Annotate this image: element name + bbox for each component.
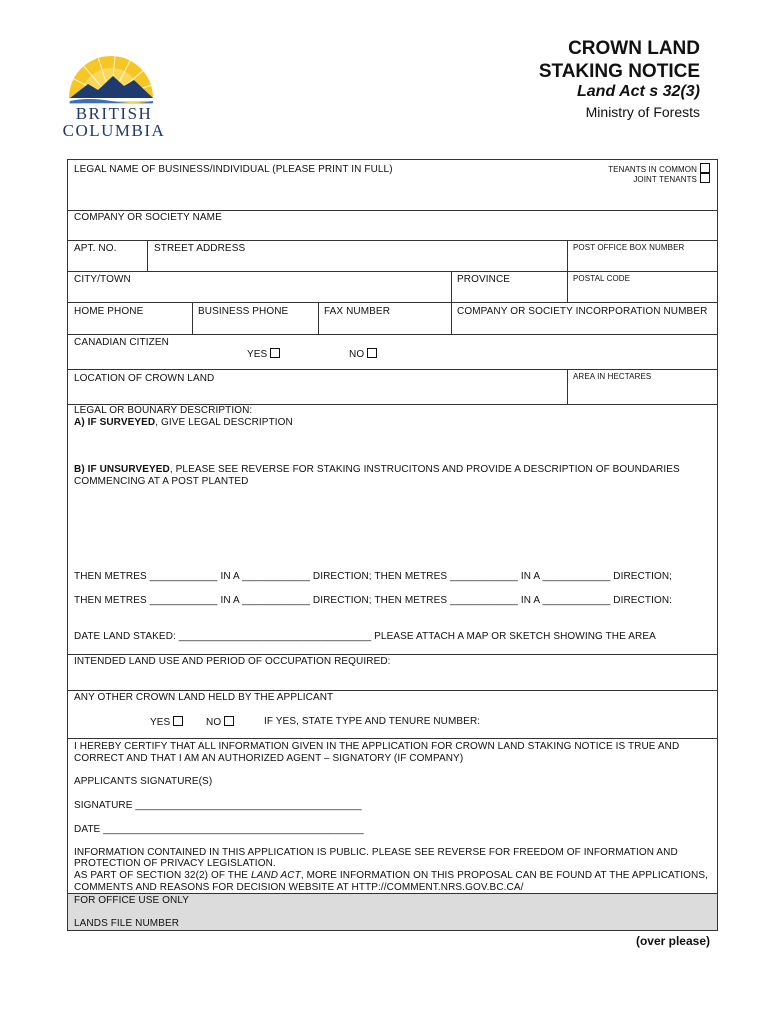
logo-text-british: BRITISH — [75, 104, 153, 123]
unsurveyed-instruction — [74, 464, 680, 476]
applicants-signatures-label: APPLICANTS SIGNATURE(S) — [74, 776, 213, 787]
form-title-line1: CROWN LAND — [568, 38, 700, 59]
surveyed-instruction — [74, 417, 293, 429]
metres-line-2: THEN METRES ____________ IN A ____________ DIRECTION; THEN METRES ____________ IN A ____________ DIRECTION: — [74, 595, 673, 606]
lands-file-number-label: LANDS FILE NUMBER — [74, 918, 180, 929]
certify-line-2: CORRECT AND THAT I AM AN AUTHORIZED AGENT – SIGNATORY (IF COMPANY) — [74, 753, 464, 764]
date-land-staked: DATE LAND STAKED: __________________________________ PLEASE ATTACH A MAP OR SKETCH SHOWING THE AREA — [74, 631, 656, 642]
street-address-label: STREET ADDRESS — [154, 243, 246, 254]
signature-line[interactable]: SIGNATURE ________________________________________ — [74, 800, 362, 811]
area-hectares-label: AREA IN HECTARES — [573, 372, 652, 381]
citizen-no-checkbox[interactable] — [367, 348, 377, 358]
intended-use-label: INTENDED LAND USE AND PERIOD OF OCCUPATION REQUIRED: — [74, 656, 391, 667]
act-reference: Land Act s 32(3) — [577, 83, 700, 100]
po-box-label: POST OFFICE BOX NUMBER — [573, 243, 685, 252]
city-town-label: CITY/TOWN — [74, 274, 131, 285]
tenants-in-common-checkbox[interactable] — [700, 163, 710, 173]
apt-no-label: APT. NO. — [74, 243, 117, 254]
home-phone-label: HOME PHONE — [74, 306, 144, 317]
joint-tenants-label: JOINT TENANTS — [633, 175, 697, 184]
form-title-line2: STAKING NOTICE — [538, 61, 700, 82]
incorporation-number-label: COMPANY OR SOCIETY INCORPORATION NUMBER — [457, 306, 708, 317]
business-phone-label: BUSINESS PHONE — [198, 306, 289, 317]
info-line-4: COMMENTS AND REASONS FOR DECISION WEBSITE AT HTTP://COMMENT.NRS.GOV.BC.CA/ — [74, 882, 524, 893]
info-line-2: PROTECTION OF PRIVACY LEGISLATION. — [74, 858, 276, 869]
unsurveyed-rest: , PLEASE SEE REVERSE FOR STAKING INSTRUCITONS AND PROVIDE A DESCRIPTION OF BOUNDARIES — [169, 464, 680, 475]
postal-code-label: POSTAL CODE — [573, 274, 631, 283]
land-act-italic: LAND ACT — [250, 870, 301, 881]
other-land-no-option[interactable] — [206, 716, 234, 729]
surveyed-rest: , GIVE LEGAL DESCRIPTION — [155, 417, 293, 428]
legal-name-label: LEGAL NAME OF BUSINESS/INDIVIDUAL (PLEASE PRINT IN FULL) — [74, 164, 393, 175]
info-line-3b: , MORE INFORMATION ON THIS PROPOSAL CAN BE FOUND AT THE APPLICATIONS, — [300, 870, 708, 881]
company-name-label: COMPANY OR SOCIETY NAME — [74, 212, 222, 223]
citizen-yes-checkbox[interactable] — [270, 348, 280, 358]
other-land-yes-label: YES — [150, 717, 171, 728]
info-line-3a: AS PART OF SECTION 32(2) OF THE — [74, 870, 251, 881]
joint-tenants-checkbox[interactable] — [700, 173, 710, 183]
other-land-yes-checkbox[interactable] — [173, 716, 183, 726]
fax-number-label: FAX NUMBER — [324, 306, 391, 317]
other-crown-land-label: ANY OTHER CROWN LAND HELD BY THE APPLICANT — [74, 692, 334, 703]
unsurveyed-line2: COMMENCING AT A POST PLANTED — [74, 476, 249, 487]
other-land-no-checkbox[interactable] — [224, 716, 234, 726]
ministry-name: Ministry of Forests — [585, 104, 700, 120]
citizen-no-option[interactable] — [349, 348, 377, 361]
citizen-no-label: NO — [349, 349, 365, 360]
unsurveyed-bold: B) IF UNSURVEYED — [74, 464, 170, 475]
bc-logo — [58, 48, 170, 144]
office-use-label: FOR OFFICE USE ONLY — [74, 895, 190, 906]
other-land-no-label: NO — [206, 717, 222, 728]
info-line-1: INFORMATION CONTAINED IN THIS APPLICATION IS PUBLIC. PLEASE SEE REVERSE FOR FREEDOM OF INFORMATION AND — [74, 847, 678, 858]
other-land-yes-option[interactable] — [150, 716, 183, 729]
citizen-yes-label: YES — [247, 349, 268, 360]
province-label: PROVINCE — [457, 274, 511, 285]
location-label: LOCATION OF CROWN LAND — [74, 373, 215, 384]
logo-text-columbia: COLUMBIA — [62, 121, 166, 140]
info-line-3 — [74, 870, 708, 882]
surveyed-bold: A) IF SURVEYED — [74, 417, 156, 428]
tenants-in-common-label: TENANTS IN COMMON — [608, 165, 697, 174]
over-please-note: (over please) — [635, 934, 710, 948]
citizen-yes-option[interactable] — [247, 348, 280, 361]
date-line[interactable]: DATE ______________________________________________ — [74, 824, 364, 835]
metres-line-1: THEN METRES ____________ IN A ____________ DIRECTION; THEN METRES ____________ IN A ____________ DIRECTION; — [74, 571, 673, 582]
joint-tenants-option[interactable] — [633, 173, 710, 184]
certify-line-1: I HEREBY CERTIFY THAT ALL INFORMATION GIVEN IN THE APPLICATION FOR CROWN LAND STAKING NOTICE IS TRUE AND — [74, 741, 680, 752]
canadian-citizen-label: CANADIAN CITIZEN — [74, 337, 169, 348]
legal-description-heading: LEGAL OR BOUNARY DESCRIPTION: — [74, 405, 253, 416]
if-yes-label: IF YES, STATE TYPE AND TENURE NUMBER: — [264, 716, 481, 727]
